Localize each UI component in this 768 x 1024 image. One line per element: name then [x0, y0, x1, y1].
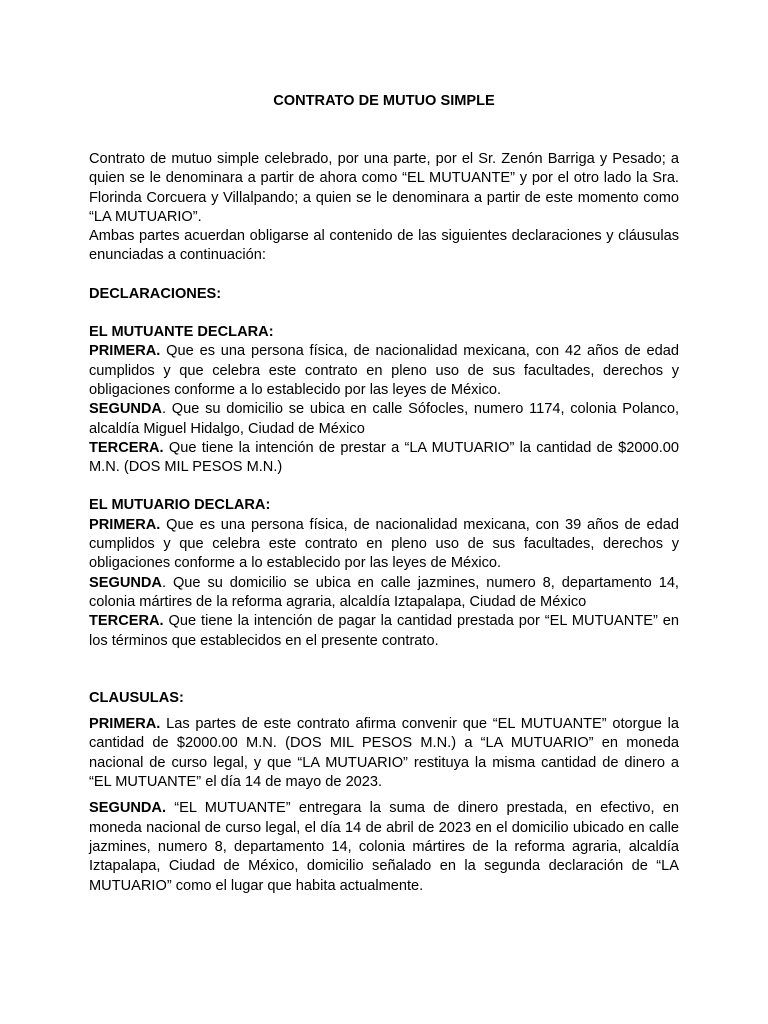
- mutuario-declaration-1: [89, 516, 679, 574]
- declaration-label: SEGUNDA: [89, 401, 162, 418]
- document-title: CONTRATO DE MUTUO SIMPLE: [273, 93, 495, 109]
- mutuante-declaration-1: [89, 342, 679, 400]
- declaration-label: PRIMERA.: [89, 516, 161, 533]
- mutuario-declaration-2: [89, 574, 679, 613]
- declaration-label: TERCERA.: [89, 439, 164, 456]
- declaration-label: TERCERA.: [89, 613, 164, 630]
- clausula-1: [89, 715, 679, 792]
- intro-agreement-paragraph: Ambas partes acuerdan obligarse al contenido de las siguientes declaraciones y cláusulas enunciadas a continuación:: [89, 228, 679, 264]
- declaraciones-heading: DECLARACIONES:: [89, 285, 222, 302]
- clausula-text: Las partes de este contrato afirma convenir que “EL MUTUANTE” otorgue la cantidad de $2000.00 M.N. (DOS MIL PESOS M.N.) a “LA MUTUARIO” en moneda nacional de curso legal, y que “LA MUTUARIO” restituya la misma cantidad de dinero a “EL MUTUANTE” el día 14 de mayo de 2023.: [89, 716, 679, 791]
- clausulas-heading: CLAUSULAS:: [89, 689, 184, 706]
- declaration-label: PRIMERA.: [89, 343, 161, 360]
- declaration-text: Que es una persona física, de nacionalidad mexicana, con 42 años de edad cumplidos y que celebra este contrato en pleno uso de sus facultades, derechos y obligaciones conforme a lo establecido por las leyes de México.: [89, 343, 679, 398]
- mutuante-declaration-2: [89, 400, 679, 439]
- clausula-2: [89, 799, 679, 895]
- intro-paragraph: Contrato de mutuo simple celebrado, por una parte, por el Sr. Zenón Barriga y Pesado; a quien se le denominara a partir de ahora como “EL MUTUANTE” y por el otro lado la Sra. Florinda Corcuera y Villalpando; a quien se le denominara a partir de este momento como “LA MUTUARIO”.: [89, 151, 679, 225]
- declaration-text: . Que su domicilio se ubica en calle Sófocles, numero 1174, colonia Polanco, alcaldía Miguel Hidalgo, Ciudad de México: [89, 401, 679, 437]
- clausula-text: “EL MUTUANTE” entregara la suma de dinero prestada, en efectivo, en moneda nacional de curso legal, el día 14 de abril de 2023 en el domicilio ubicado en calle jazmines, numero 8, departamento 14, colonia mártires de la reforma agraria, alcaldía Iztapalapa, Ciudad de México, domicilio señalado en la segunda declaración de “LA MUTUARIO” como el lugar que habita actualmente.: [89, 800, 679, 894]
- mutuante-declaration-3: [89, 439, 679, 478]
- declaration-label: SEGUNDA: [89, 574, 162, 591]
- document-body: [89, 150, 679, 896]
- clausula-label: PRIMERA.: [89, 716, 161, 733]
- declaration-text: . Que su domicilio se ubica en calle jazmines, numero 8, departamento 14, colonia mártires de la reforma agraria, alcaldía Iztapalapa, Ciudad de México: [89, 574, 679, 610]
- clausula-label: SEGUNDA.: [89, 800, 167, 817]
- declaration-text: Que es una persona física, de nacionalidad mexicana, con 39 años de edad cumplidos y que celebra este contrato en pleno uso de sus facultades, derechos y obligaciones conforme a lo establecido por las leyes de México.: [89, 516, 679, 572]
- mutuante-heading: EL MUTUANTE DECLARA:: [89, 324, 274, 341]
- mutuario-heading: EL MUTUARIO DECLARA:: [89, 497, 271, 514]
- mutuario-declaration-3: [89, 612, 679, 651]
- declaration-text: Que tiene la intención de pagar la cantidad prestada por “EL MUTUANTE” en los términos que establecidos en el presente contrato.: [89, 613, 679, 649]
- declaration-text: Que tiene la intención de prestar a “LA MUTUARIO” la cantidad de $2000.00 M.N. (DOS MIL PESOS M.N.): [89, 439, 679, 476]
